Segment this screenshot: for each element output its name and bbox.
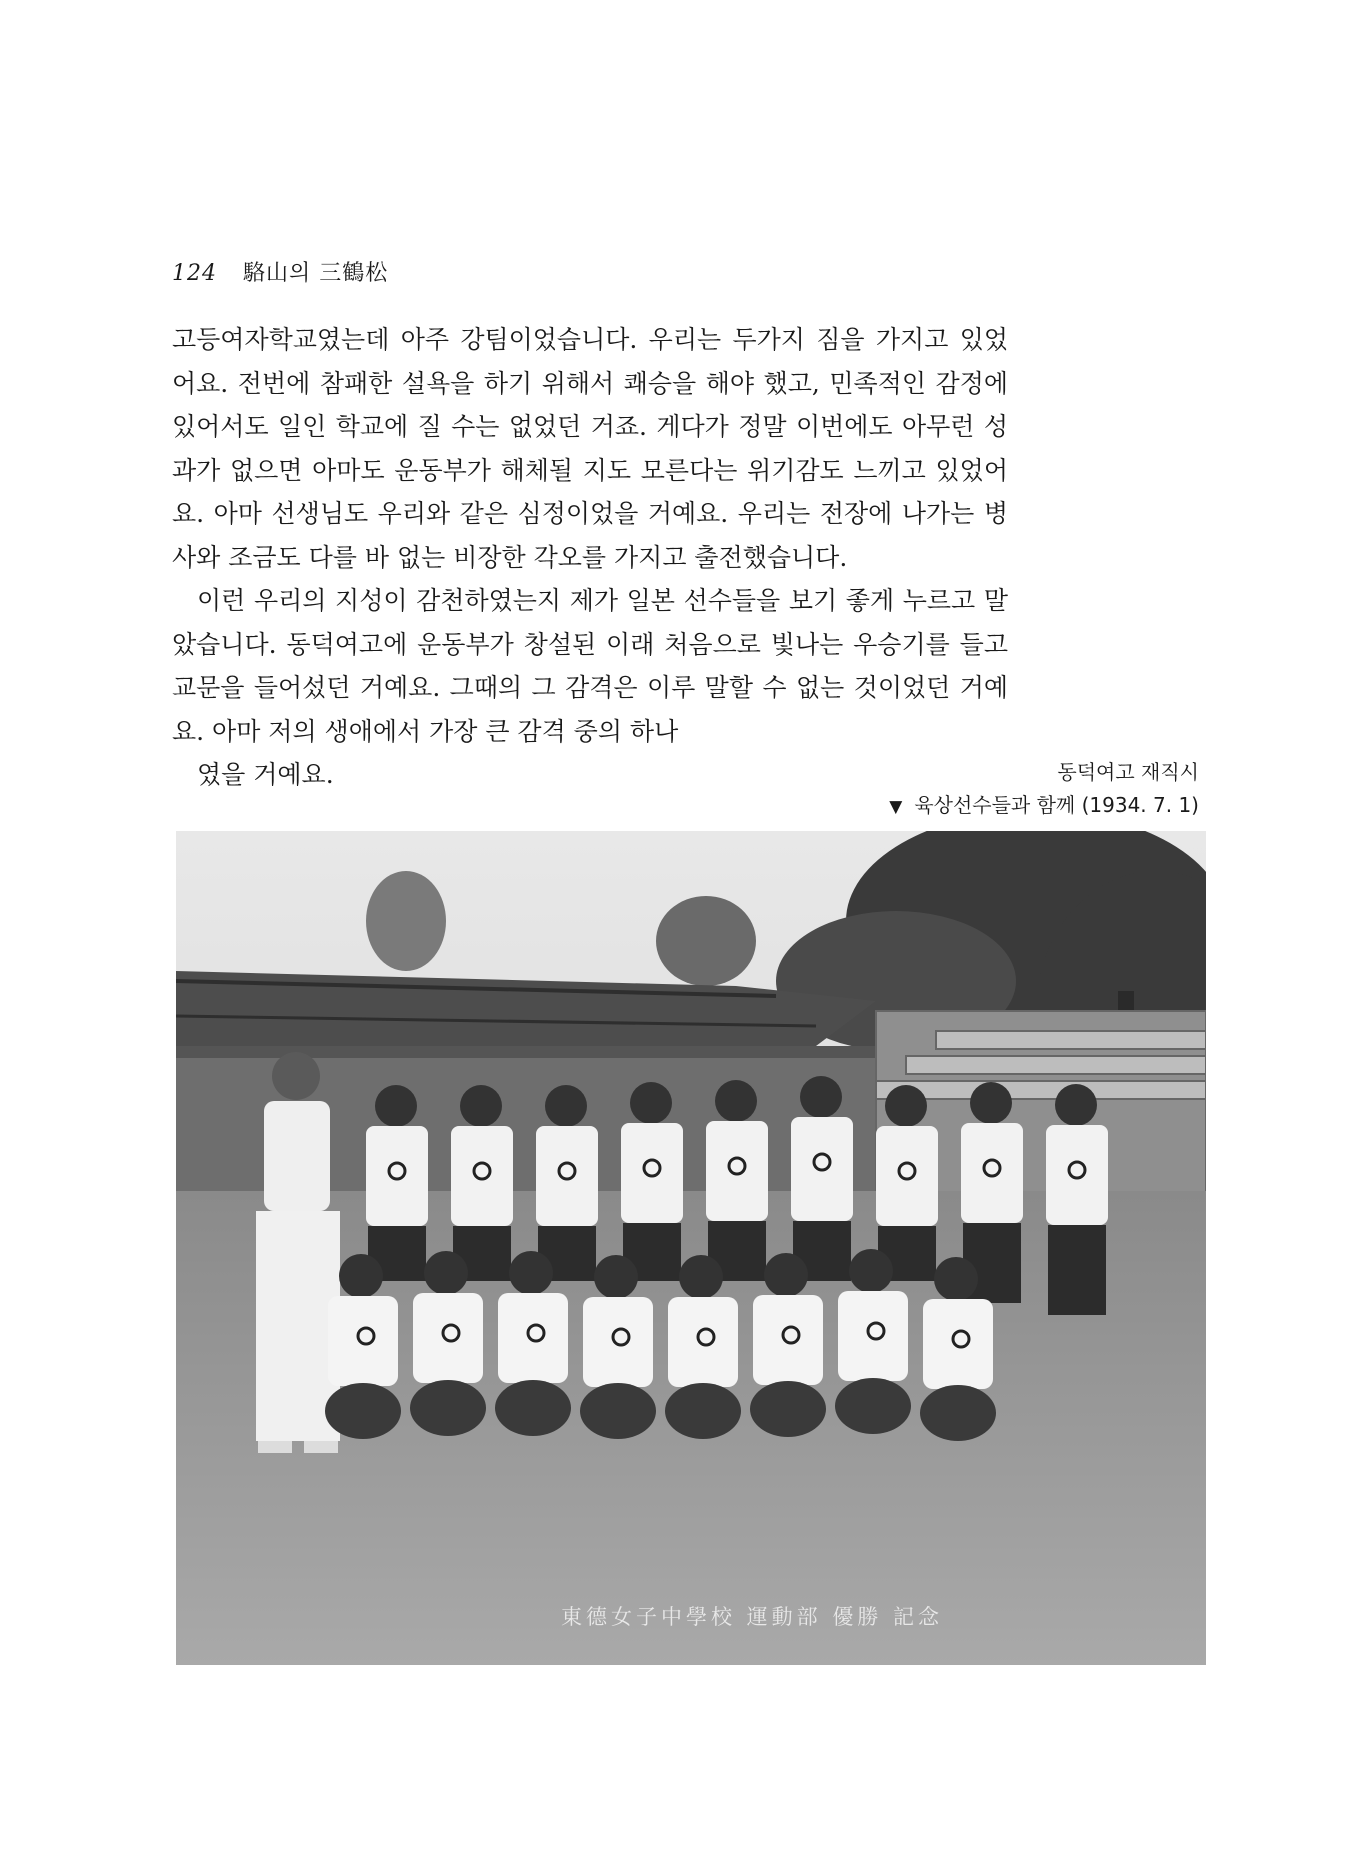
- photo-caption: [889, 756, 1199, 824]
- paragraph-2: [172, 579, 1008, 797]
- caption-line-2-text: 육상선수들과 함께 (1934. 7. 1): [914, 793, 1199, 817]
- paragraph-2-end: 였을 거예요.: [197, 760, 334, 789]
- photo-inscription: 東德女子中學校 運動部 優勝 記念: [561, 1605, 944, 1629]
- paragraph-2-text: 이런 우리의 지성이 감천하였는지 제가 일본 선수들을 보기 좋게 누르고 말았습니다. 동덕여고에 운동부가 창설된 이래 처음으로 빛나는 우승기를 들고 교문을 들어섰던 거예요. 그때의 그 감격은 이루 말할 수 없는 것이었던 거예요. 아마 저의 생애에서 가장 큰 감격 중의 하나: [172, 586, 1008, 746]
- running-head: [172, 256, 388, 287]
- caption-line-2: [889, 789, 1199, 824]
- paragraph-1: 고등여자학교였는데 아주 강팀이었습니다. 우리는 두가지 짐을 가지고 있었어요. 전번에 참패한 설욕을 하기 위해서 쾌승을 해야 했고, 민족적인 감정에 있어서도 일인 학교에 질 수는 없었던 거죠. 게다가 정말 이번에도 아무런 성과가 없으면 아마도 운동부가 해체될 지도 모른다는 위기감도 느끼고 있었어요. 아마 선생님도 우리와 같은 심정이었을 거예요. 우리는 전장에 나가는 병사와 조금도 다를 바 없는 비장한 각오를 가지고 출전했습니다.: [172, 325, 1008, 572]
- page-number: 124: [172, 261, 217, 286]
- caption-line-1: 동덕여고 재직시: [1057, 760, 1199, 784]
- group-photo: [176, 831, 1206, 1665]
- group-photo-illustration: [176, 831, 1206, 1665]
- teacher-figure: [256, 1052, 340, 1453]
- triangle-pointer-icon: ▼: [889, 797, 903, 817]
- book-title: 駱山의 三鶴松: [243, 261, 389, 286]
- back-row-students: [366, 1076, 1108, 1315]
- body-text: [172, 318, 1008, 797]
